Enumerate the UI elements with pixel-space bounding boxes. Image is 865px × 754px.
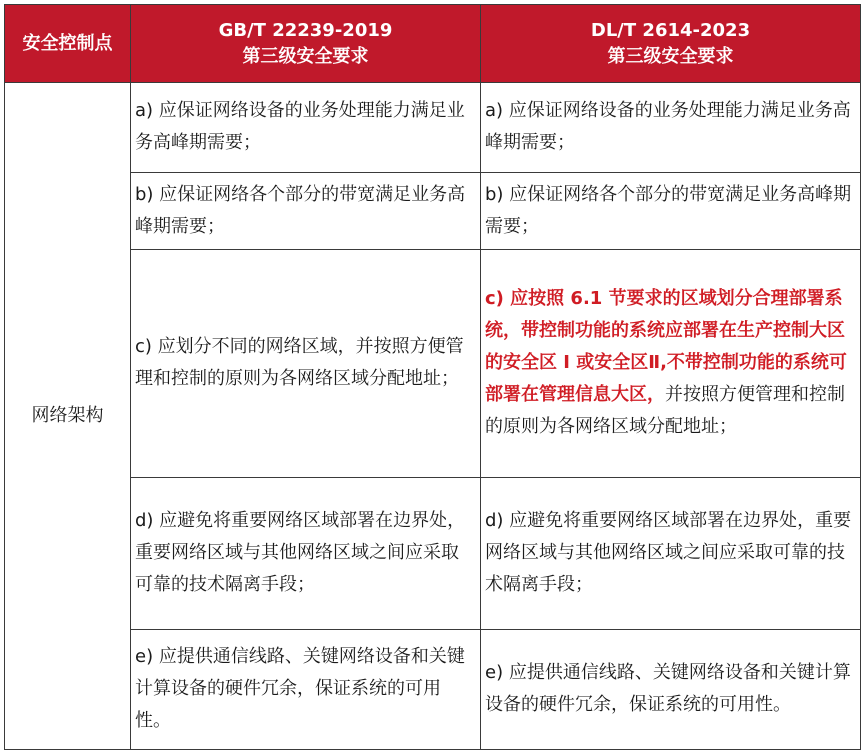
header-dl-code: DL/T 2614-2023 <box>590 19 751 41</box>
header-dl-level: 第三级安全要求 <box>607 45 734 67</box>
gb-requirement-c: c) 应划分不同的网络区域，并按照方便管理和控制的原则为各网络区域分配地址； <box>131 250 481 477</box>
header-gb-level: 第三级安全要求 <box>242 45 369 67</box>
table-row <box>5 477 861 629</box>
control-point-cell: 网络架构 <box>5 83 131 750</box>
header-dl-standard <box>481 5 861 83</box>
dl-requirement-c <box>481 250 861 477</box>
gb-requirement-e: e) 应提供通信线路、关键网络设备和关键计算设备的硬件冗余，保证系统的可用性。 <box>131 629 481 749</box>
comparison-table <box>4 4 861 750</box>
gb-requirement-d: d) 应避免将重要网络区域部署在边界处，重要网络区域与其他网络区域之间应采取可靠的技术隔离手段； <box>131 477 481 629</box>
dl-requirement-c-rest: 并按照方便管理和控制的原则为各网络区域分配地址； <box>485 384 845 438</box>
table-row <box>5 172 861 250</box>
gb-requirement-a: a) 应保证网络设备的业务处理能力满足业务高峰期需要； <box>131 83 481 173</box>
gb-requirement-b: b) 应保证网络各个部分的带宽满足业务高峰期需要； <box>131 172 481 250</box>
table-row <box>5 83 861 173</box>
header-gb-code: GB/T 22239-2019 <box>218 19 393 41</box>
header-gb-standard <box>131 5 481 83</box>
header-control-point: 安全控制点 <box>5 5 131 83</box>
table-row <box>5 629 861 749</box>
table-row <box>5 250 861 477</box>
dl-requirement-d: d) 应避免将重要网络区域部署在边界处，重要网络区域与其他网络区域之间应采取可靠的技术隔离手段； <box>481 477 861 629</box>
dl-requirement-e: e) 应提供通信线路、关键网络设备和关键计算设备的硬件冗余，保证系统的可用性。 <box>481 629 861 749</box>
table-header-row <box>5 5 861 83</box>
dl-requirement-a: a) 应保证网络设备的业务处理能力满足业务高峰期需要； <box>481 83 861 173</box>
requirements-comparison <box>4 4 860 750</box>
dl-requirement-b: b) 应保证网络各个部分的带宽满足业务高峰期需要； <box>481 172 861 250</box>
dl-requirement-c-highlight: c) 应按照 6.1 节要求的区域划分合理部署系统，带控制功能的系统应部署在生产控制大区的安全区 I 或安全区Ⅱ,不带控制功能的系统可部署在管理信息大区， <box>485 288 847 406</box>
